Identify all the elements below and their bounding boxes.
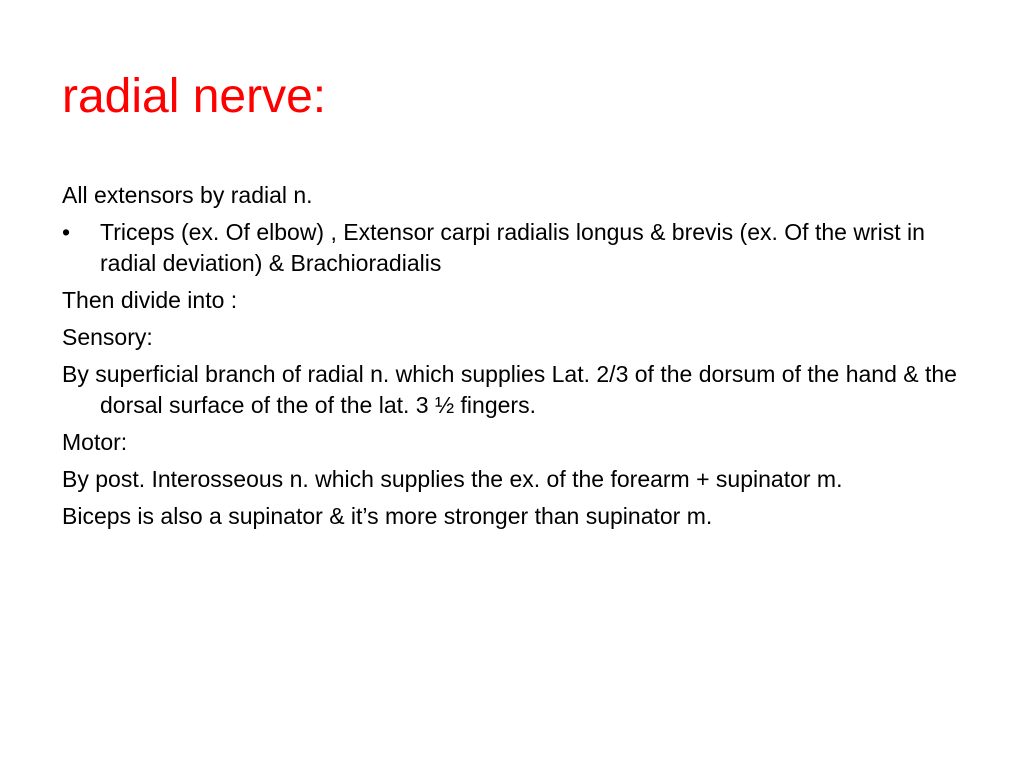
slide-body bbox=[62, 180, 962, 538]
line-sensory-heading: Sensory: bbox=[62, 324, 153, 350]
line-all-extensors: All extensors by radial n. bbox=[62, 182, 313, 208]
line-biceps-note: Biceps is also a supinator & it’s more stronger than supinator m. bbox=[62, 503, 713, 529]
bullet-text: Triceps (ex. Of elbow) , Extensor carpi radialis longus & brevis (ex. Of the wrist in radial deviation) & Brachioradialis bbox=[100, 219, 925, 276]
line-motor-detail: By post. Interosseous n. which supplies the ex. of the forearm + supinator m. bbox=[62, 466, 843, 492]
bullet-icon: • bbox=[62, 219, 71, 245]
line-sensory-detail: By superficial branch of radial n. which supplies Lat. 2/3 of the dorsum of the hand & the dorsal surface of the of the lat. 3 ½ fingers. bbox=[62, 361, 957, 418]
slide-title: radial nerve: bbox=[62, 70, 327, 123]
line-then-divide: Then divide into : bbox=[62, 287, 238, 313]
line-motor-heading: Motor: bbox=[62, 429, 128, 455]
bullet-item-triceps bbox=[62, 217, 962, 279]
